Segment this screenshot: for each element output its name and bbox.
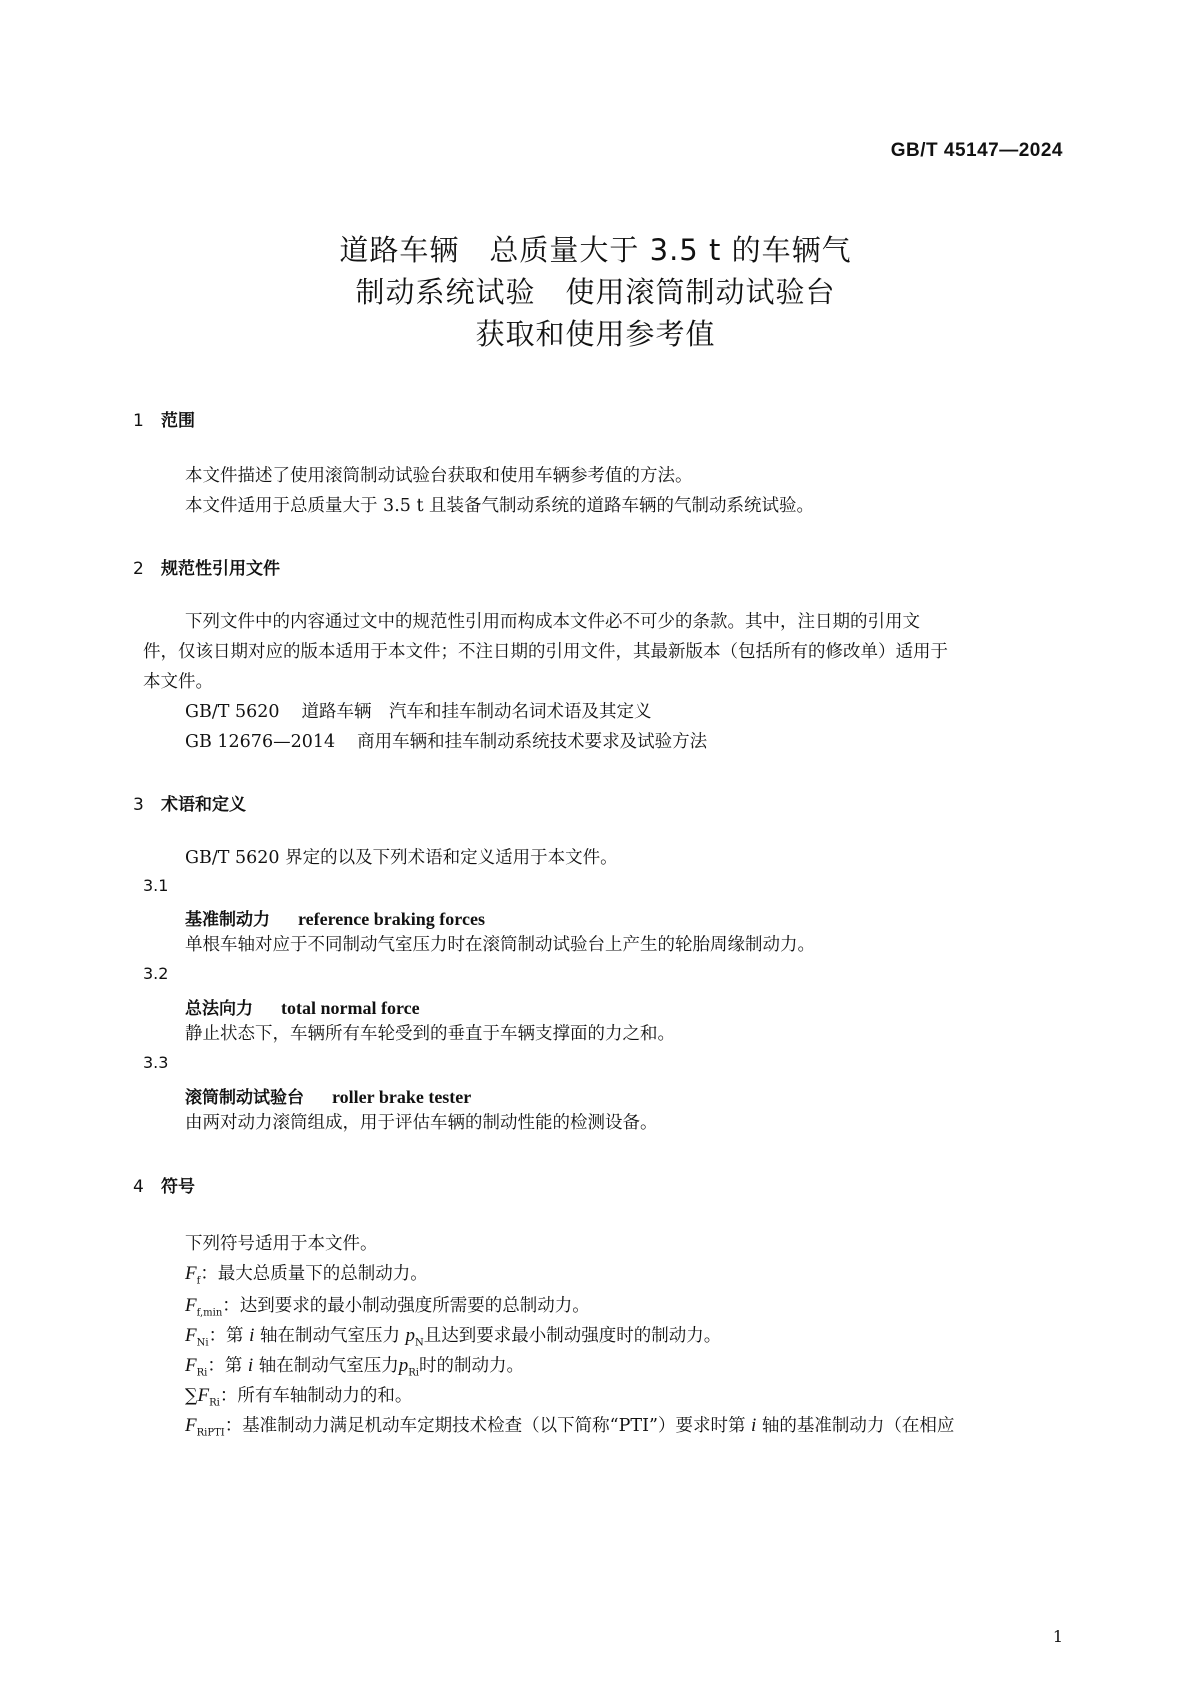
section-title: 规范性引用文件	[161, 559, 280, 579]
symbol-entry	[185, 1410, 954, 1450]
term-zh: 总法向力	[185, 999, 253, 1019]
section-number: 1	[133, 411, 144, 431]
symbol: F	[197, 1385, 210, 1406]
section-number: 3	[133, 795, 144, 815]
paragraph: 本文件适用于总质量大于 3.5 t 且装备气制动系统的道路车辆的气制动系统试验。	[185, 496, 815, 516]
paragraph-line: 下列文件中的内容通过文中的规范性引用而构成本文件必不可少的条款。其中，注日期的引用文	[185, 612, 920, 632]
term-zh: 基准制动力	[185, 910, 270, 930]
standard-number: GB/T 45147—2024	[890, 140, 1063, 161]
symbol-description: ：达到要求的最小制动强度所需要的总制动力。	[222, 1296, 590, 1316]
term-entry	[185, 1083, 471, 1108]
paragraph-line: 本文件。	[143, 672, 213, 692]
symbol-description: ：基准制动力满足机动车定期技术检查（以下简称“PTI”）要求时第	[224, 1416, 752, 1436]
pressure-subscript: N	[415, 1337, 424, 1349]
term-definition: 由两对动力滚筒组成，用于评估车辆的制动性能的检测设备。	[185, 1113, 658, 1133]
page-number: 1	[1052, 1627, 1063, 1646]
section-title: 术语和定义	[161, 795, 246, 815]
symbol-description: 轴的基准制动力（在相应	[756, 1416, 955, 1436]
section-title: 符号	[161, 1177, 195, 1197]
symbol: F	[185, 1415, 197, 1436]
symbol: F	[185, 1325, 197, 1346]
paragraph-line: 件，仅该日期对应的版本适用于本文件；不注日期的引用文件，其最新版本（包括所有的修改单）适用于	[143, 642, 948, 662]
reference-code: GB 12676—2014	[185, 732, 336, 752]
sum-symbol: ∑	[185, 1386, 198, 1406]
reference-title: 商用车辆和挂车制动系统技术要求及试验方法	[357, 732, 708, 752]
paragraph: 本文件描述了使用滚筒制动试验台获取和使用车辆参考值的方法。	[185, 466, 693, 486]
term-en: roller brake tester	[332, 1087, 472, 1107]
term-entry	[185, 905, 485, 930]
symbol-description: ：最大总质量下的总制动力。	[200, 1264, 428, 1284]
clause-number: 3.3	[143, 1053, 169, 1072]
title-line-1: 道路车辆 总质量大于 3.5 t 的车辆气	[339, 233, 852, 267]
symbol-description: ：第	[207, 1356, 248, 1376]
symbol-description: 且达到要求最小制动强度时的制动力。	[423, 1326, 722, 1346]
term-definition: 单根车轴对应于不同制动气室压力时在滚筒制动试验台上产生的轮胎周缘制动力。	[185, 935, 815, 955]
paragraph: 下列符号适用于本文件。	[185, 1234, 378, 1254]
symbol: F	[185, 1295, 197, 1316]
pressure-subscript: Ri	[408, 1367, 419, 1379]
section-number: 4	[133, 1177, 144, 1197]
symbol-subscript: Ri	[209, 1397, 220, 1409]
section-3-heading	[133, 790, 246, 815]
symbol: F	[185, 1355, 197, 1376]
normative-reference	[185, 696, 652, 728]
normative-reference	[185, 726, 707, 758]
term-en: total normal force	[281, 998, 420, 1018]
symbol-description: 轴在制动气室压力	[253, 1356, 399, 1376]
term-entry	[185, 994, 420, 1019]
symbol-description: ：第	[208, 1326, 250, 1346]
section-number: 2	[133, 559, 144, 579]
symbol-subscript: RiPTI	[196, 1427, 225, 1439]
symbol-description: 轴在制动气室压力	[254, 1326, 406, 1346]
symbol: F	[185, 1263, 197, 1284]
term-zh: 滚筒制动试验台	[185, 1088, 304, 1108]
clause-number: 3.2	[143, 964, 169, 983]
symbol-subscript: f,min	[196, 1307, 223, 1319]
symbol-subscript: f	[196, 1275, 201, 1287]
symbol-description: 时的制动力。	[419, 1356, 524, 1376]
axle-index: i	[751, 1415, 757, 1436]
symbol-subscript: Ni	[196, 1337, 209, 1349]
title-line-2: 制动系统试验 使用滚筒制动试验台	[355, 275, 836, 309]
reference-code: GB/T 5620	[185, 702, 280, 722]
axle-index: i	[247, 1355, 254, 1376]
section-2-heading	[133, 554, 280, 579]
reference-title: 道路车辆 汽车和挂车制动名词术语及其定义	[301, 702, 652, 722]
term-en: reference braking forces	[298, 909, 485, 929]
symbol-description: ：所有车轴制动力的和。	[219, 1386, 413, 1406]
section-title: 范围	[161, 411, 195, 431]
clause-number: 3.1	[143, 876, 169, 895]
term-definition: 静止状态下，车辆所有车轮受到的垂直于车辆支撑面的力之和。	[185, 1024, 675, 1044]
paragraph: GB/T 5620 界定的以及下列术语和定义适用于本文件。	[185, 848, 618, 868]
axle-index: i	[249, 1325, 255, 1346]
section-1-heading	[133, 406, 195, 431]
pressure-symbol: p	[398, 1355, 409, 1376]
pressure-symbol: p	[405, 1325, 416, 1346]
symbol-subscript: Ri	[196, 1367, 208, 1379]
title-line-3: 获取和使用参考值	[475, 317, 716, 351]
section-4-heading	[133, 1172, 195, 1197]
